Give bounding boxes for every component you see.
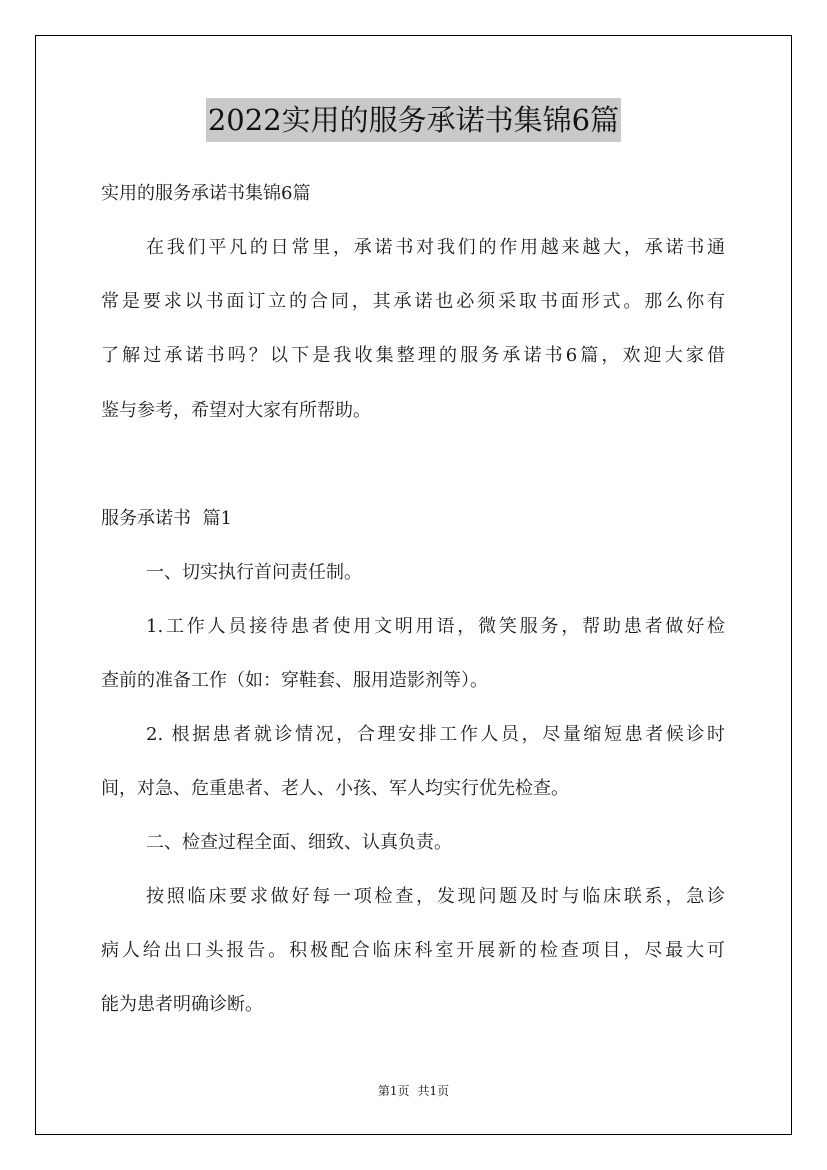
body-line-7: 按照临床要求做好每一项检查，发现问题及时与临床联系，急诊 (146, 886, 725, 907)
page-total: 共1页 (417, 1084, 450, 1098)
page-footer (0, 1083, 827, 1099)
body-line-6: 二、检查过程全面、细致、认真负责。 (146, 832, 452, 853)
intro-line-4: 鉴与参考，希望对大家有所帮助。 (101, 400, 371, 421)
document-subtitle: 实用的服务承诺书集锦6篇 (101, 183, 311, 204)
intro-line-1: 在我们平凡的日常里，承诺书对我们的作用越来越大，承诺书通 (146, 237, 725, 258)
section-heading: 服务承诺书 篇1 (101, 508, 232, 529)
intro-line-3: 了解过承诺书吗？以下是我收集整理的服务承诺书6篇，欢迎大家借 (101, 345, 725, 366)
page-number: 第1页 (377, 1084, 410, 1098)
document-title: 2022实用的服务承诺书集锦6篇 (206, 98, 621, 142)
body-line-2: 1.工作人员接待患者使用文明用语，微笑服务，帮助患者做好检 (146, 616, 725, 637)
intro-line-2: 常是要求以书面订立的合同，其承诺也必须采取书面形式。那么你有 (101, 291, 725, 312)
body-line-9: 能为患者明确诊断。 (101, 994, 263, 1015)
title-container (0, 98, 827, 142)
body-line-8: 病人给出口头报告。积极配合临床科室开展新的检查项目，尽最大可 (101, 940, 725, 961)
body-line-1: 一、切实执行首问责任制。 (146, 562, 362, 583)
body-line-4: 2. 根据患者就诊情况，合理安排工作人员，尽量缩短患者候诊时 (146, 724, 725, 745)
body-line-3: 查前的准备工作（如：穿鞋套、服用造影剂等）。 (101, 670, 488, 691)
body-line-5: 间，对急、危重患者、老人、小孩、军人均实行优先检查。 (101, 778, 569, 799)
